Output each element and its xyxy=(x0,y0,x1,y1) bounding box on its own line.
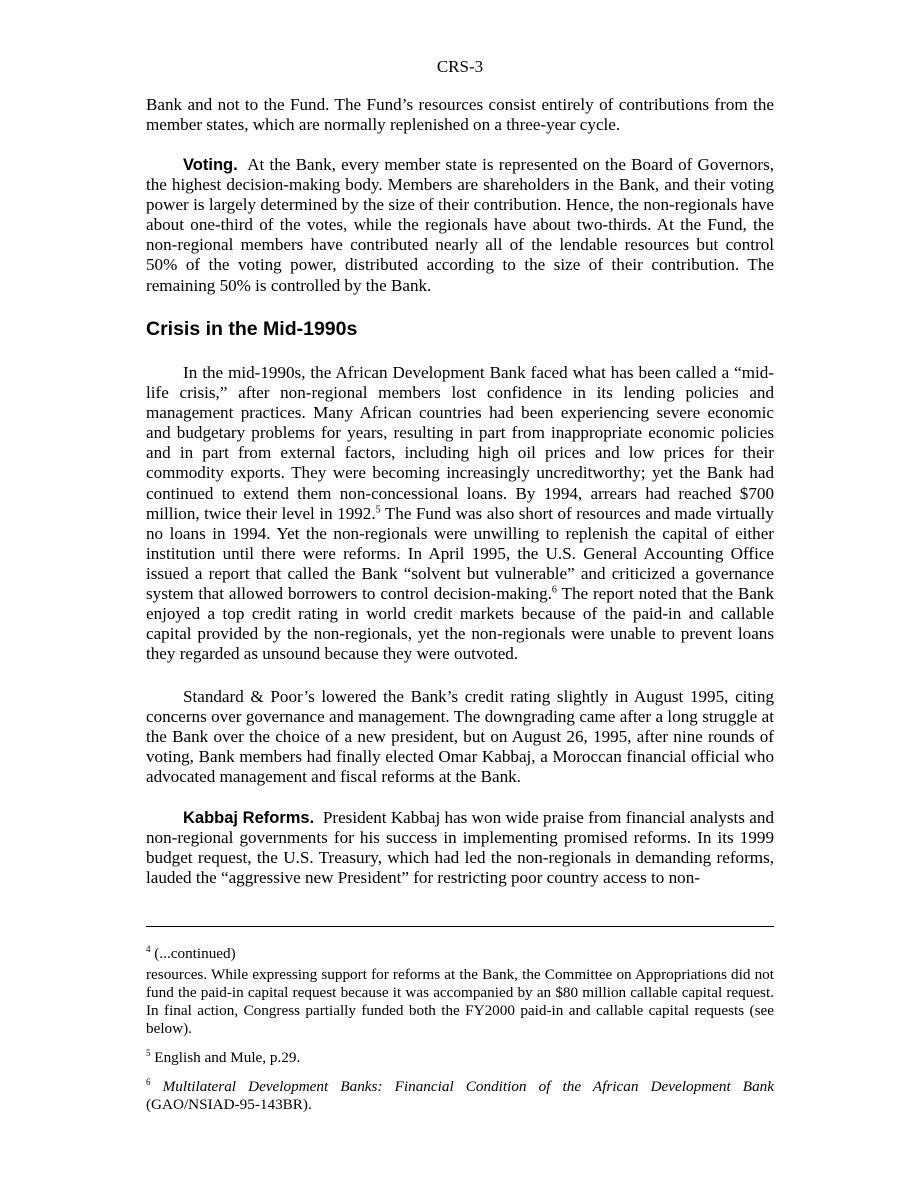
crisis-text-part-3: The report noted that the Bank enjoyed a top credit rating in world credit markets because of the paid-in and callable capital provided by the non-regionals, yet the non-regionals were unable to prevent loans they regarded as unsound because they were outvoted. xyxy=(146,584,775,664)
crisis-text-part-1: In the mid-1990s, the African Development Bank faced what has been called a “mid-life crisis,” after non-regional members lost confidence in its lending policies and management practices. Many African countries had been experiencing severe economic and budgetary problems for years, resulting in part from inappropriate economic policies and in part from external factors, including high oil prices and low prices for their commodity exports. They were becoming increasingly uncreditworthy; yet the Bank had continued to extend them non-concessional loans. By 1994, arrears had reached $700 million, twice their level in 1992. xyxy=(146,363,774,523)
paragraph-fund-resources: Bank and not to the Fund. The Fund’s resources consist entirely of contributions from the member states, which are normally replenished on a three-year cycle. xyxy=(146,95,774,135)
footnote-4-continued-label: (...continued) xyxy=(154,945,236,962)
kabbaj-run-in-heading: Kabbaj Reforms. xyxy=(183,809,315,827)
footnote-6 xyxy=(146,1078,774,1114)
footnote-4-text: resources. While expressing support for reforms at the Bank, the Committee on Appropriations did not fund the paid-in capital request because it was accompanied by an $80 million callable capital request. In final action, Congress partially funded both the FY2000 paid-in and callable capital requests (see below). xyxy=(146,966,774,1037)
footnote-4-number: 4 xyxy=(146,943,151,954)
footnote-6-text: (GAO/NSIAD-95-143BR). xyxy=(146,1096,312,1113)
crisis-text-part-2: The Fund was also short of resources and made virtually no loans in 1994. Yet the non-regionals were unwilling to replenish the capital of either institution until there were reforms. In April 1995, the U.S. General Accounting Office issued a report that called the Bank “solvent but vulnerable” and criticized a governance system that allowed borrowers to control decision-making. xyxy=(146,503,774,604)
footnote-ref-5[interactable]: 5 xyxy=(375,503,381,515)
paragraph-standard-poors: Standard & Poor’s lowered the Bank’s credit rating slightly in August 1995, citing concerns over governance and management. The downgrading came after a long struggle at the Bank over the choice of a new president, but on August 26, 1995, after nine rounds of voting, Bank members had finally elected Omar Kabbaj, a Moroccan financial official who advocated management and fiscal reforms at the Bank. xyxy=(146,687,774,787)
footnote-6-title: Multilateral Development Banks: Financial Condition of the African Development Bank xyxy=(162,1078,775,1095)
footnote-5 xyxy=(146,1049,774,1067)
footnote-divider xyxy=(146,926,774,927)
paragraph-voting xyxy=(146,155,774,296)
page-number: CRS-3 xyxy=(436,57,484,76)
paragraph-mid-life-crisis xyxy=(146,363,774,664)
section-heading: Crisis in the Mid-1990s xyxy=(146,318,358,340)
kabbaj-text: President Kabbaj has won wide praise from financial analysts and non-regional governments for his success in implementing promised reforms. In its 1999 budget request, the U.S. Treasury, which had led the non-regionals in demanding reforms, lauded the “aggressive new President” for restricting poor country access to non- xyxy=(146,808,774,888)
voting-run-in-heading: Voting. xyxy=(183,156,238,174)
footnote-4-continued xyxy=(146,945,774,963)
footnote-5-number: 5 xyxy=(146,1047,151,1058)
footnote-6-number: 6 xyxy=(146,1076,151,1087)
footnote-5-text: English and Mule, p.29. xyxy=(154,1049,301,1066)
paragraph-kabbaj-reforms xyxy=(146,808,774,888)
voting-text: At the Bank, every member state is represented on the Board of Governors, the highest decision-making body. Members are shareholders in the Bank, and their voting power is largely determined by the size of their contribution. Hence, the non-regionals have about one-third of the votes, while the regionals have about two-thirds. At the Fund, the non-regional members have contributed nearly all of the lendable resources but control 50% of the voting power, distributed according to the size of their contribution. The remaining 50% is controlled by the Bank. xyxy=(146,155,774,295)
footnote-ref-6[interactable]: 6 xyxy=(551,584,557,596)
